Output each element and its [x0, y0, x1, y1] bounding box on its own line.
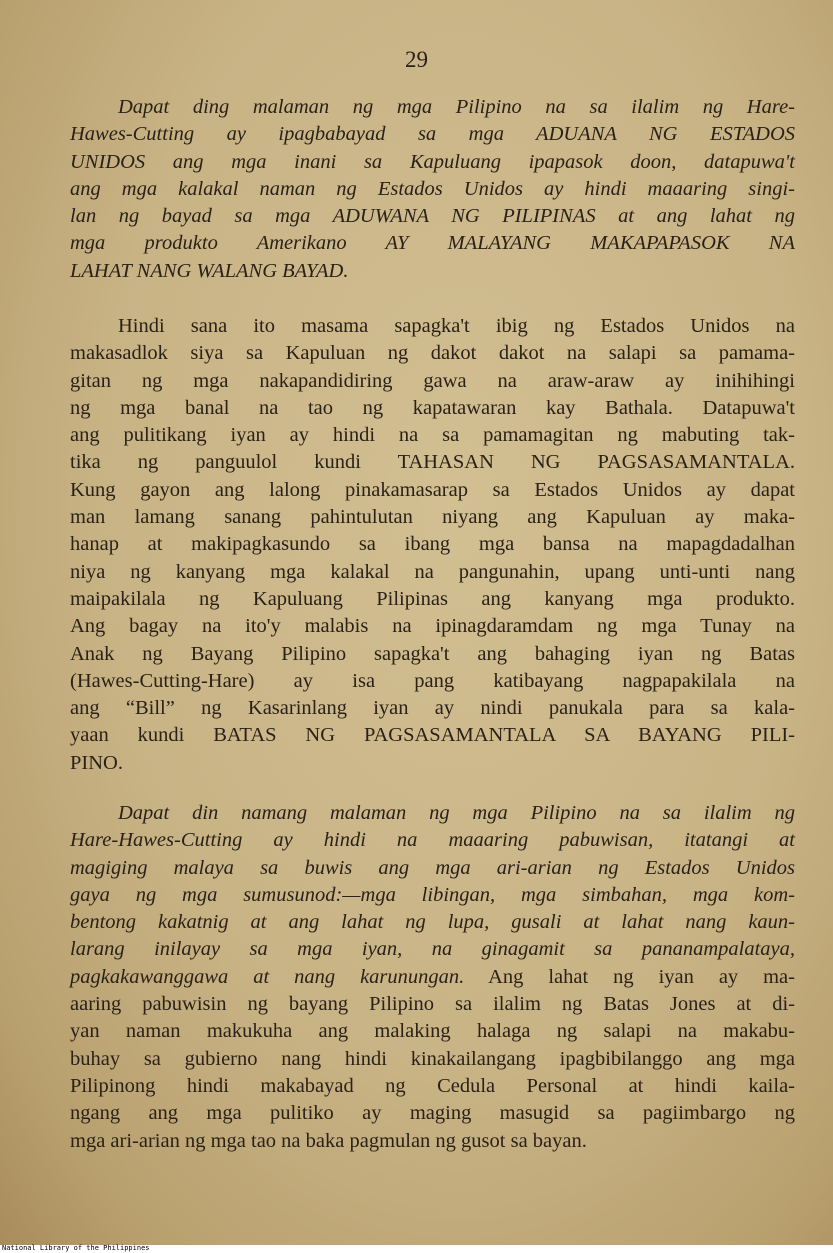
text-line: lan ng bayad sa mga ADUWANA NG PILIPINAS at ang lahat ng [70, 205, 795, 228]
text-line: aaring pabuwisin ng bayang Pilipino sa ilalim ng Batas Jones at di- [70, 993, 795, 1016]
text-line: Kung gayon ang lalong pinakamasarap sa Estados Unidos ay dapat [70, 478, 795, 501]
footer-strip [0, 1245, 833, 1253]
text-line: niya ng kanyang mga kalakal na pangunahin, upang unti-unti nang [70, 560, 795, 583]
library-credit: National Library of the Philippines [2, 1244, 150, 1252]
text-line: bentong kakatnig at ang lahat ng lupa, gusali at lahat nang kaun- [70, 911, 795, 934]
text-line: mga ari-arian ng mga tao na baka pagmulan ng gusot sa bayan. [70, 1129, 587, 1152]
text-line: ang mga kalakal naman ng Estados Unidos ay hindi maaaring singi- [70, 177, 795, 200]
text-line: makasadlok siya sa Kapuluan ng dakot dakot na salapi sa pamama- [70, 342, 795, 365]
text-line-mixed [70, 964, 795, 991]
italic-fragment: pagkakawanggawa at nang karunungan. [70, 965, 465, 988]
text-line: Hindi sana ito masama sapagka't ibig ng Estados Unidos na [118, 315, 795, 337]
roman-fragment: Ang lahat ng iyan ay ma- [464, 965, 795, 988]
text-line: ang pulitikang iyan ay hindi na sa pamamagitan ng mabuting tak- [70, 424, 795, 447]
text-line: (Hawes-Cutting-Hare) ay isa pang katibayang nagpapakilala na [70, 669, 795, 692]
text-line: mga produkto Amerikano AY MALAYANG MAKAPAPASOK NA [70, 232, 795, 255]
text-line: maipakilala ng Kapuluang Pilipinas ang kanyang mga produkto. [70, 587, 795, 610]
text-line: yan naman makukuha ang malaking halaga ng salapi na makabu- [70, 1020, 795, 1043]
text-line: Dapat ding malaman ng mga Pilipino na sa ilalim ng Hare- [118, 96, 795, 118]
text-line: Hare-Hawes-Cutting ay hindi na maaaring pabuwisan, itatangi at [70, 829, 795, 852]
text-line: ng mga banal na tao ng kapatawaran kay Bathala. Datapuwa't [70, 396, 795, 419]
page-number: 29 [405, 47, 428, 72]
text-line: man lamang sanang pahintulutan niyang ang Kapuluan ay maka- [70, 506, 795, 529]
text-line: Pilipinong hindi makabayad ng Cedula Personal at hindi kaila- [70, 1074, 795, 1097]
text-line: UNIDOS ang mga inani sa Kapuluang ipapasok doon, datapuwa't [70, 150, 795, 173]
paragraph-2 [70, 313, 795, 777]
text-line: gaya ng mga sumusunod:—mga libingan, mga simbahan, mga kom- [70, 883, 795, 906]
text-line: gitan ng mga nakapandidiring gawa na araw-araw ay inihihingi [70, 369, 795, 392]
text-line: Hawes-Cutting ay ipagbabayad sa mga ADUANA NG ESTADOS [70, 123, 795, 146]
text-line: tika ng panguulol kundi TAHASAN NG PAGSASAMANTALA. [70, 451, 795, 474]
text-line: larang inilayay sa mga iyan, na ginagamit sa pananampalataya, [70, 938, 795, 961]
text-line: magiging malaya sa buwis ang mga ari-arian ng Estados Unidos [70, 856, 795, 879]
text-line: PINO. [70, 751, 123, 774]
text-line: Dapat din namang malaman ng mga Pilipino na sa ilalim ng [118, 802, 795, 824]
text-line: buhay sa gubierno nang hindi kinakailangang ipagbibilanggo ang mga [70, 1047, 795, 1070]
text-line: hanap at makipagkasundo sa ibang mga bansa na mapagdadalhan [70, 533, 795, 556]
text-line: ang “Bill” ng Kasarinlang iyan ay nindi panukala para sa kala- [70, 697, 795, 720]
text-line: Ang bagay na ito'y malabis na ipinagdaramdam ng mga Tunay na [70, 615, 795, 638]
text-line: LAHAT NANG WALANG BAYAD. [70, 259, 349, 282]
paragraph-3 [70, 800, 795, 1155]
text-line: ngang ang mga pulitiko ay maging masugid sa pagiimbargo ng [70, 1102, 795, 1125]
text-line: yaan kundi BATAS NG PAGSASAMANTALA SA BAYANG PILI- [70, 724, 795, 747]
text-line: Anak ng Bayang Pilipino sapagka't ang bahaging iyan ng Batas [70, 642, 795, 665]
paragraph-1 [70, 94, 795, 285]
